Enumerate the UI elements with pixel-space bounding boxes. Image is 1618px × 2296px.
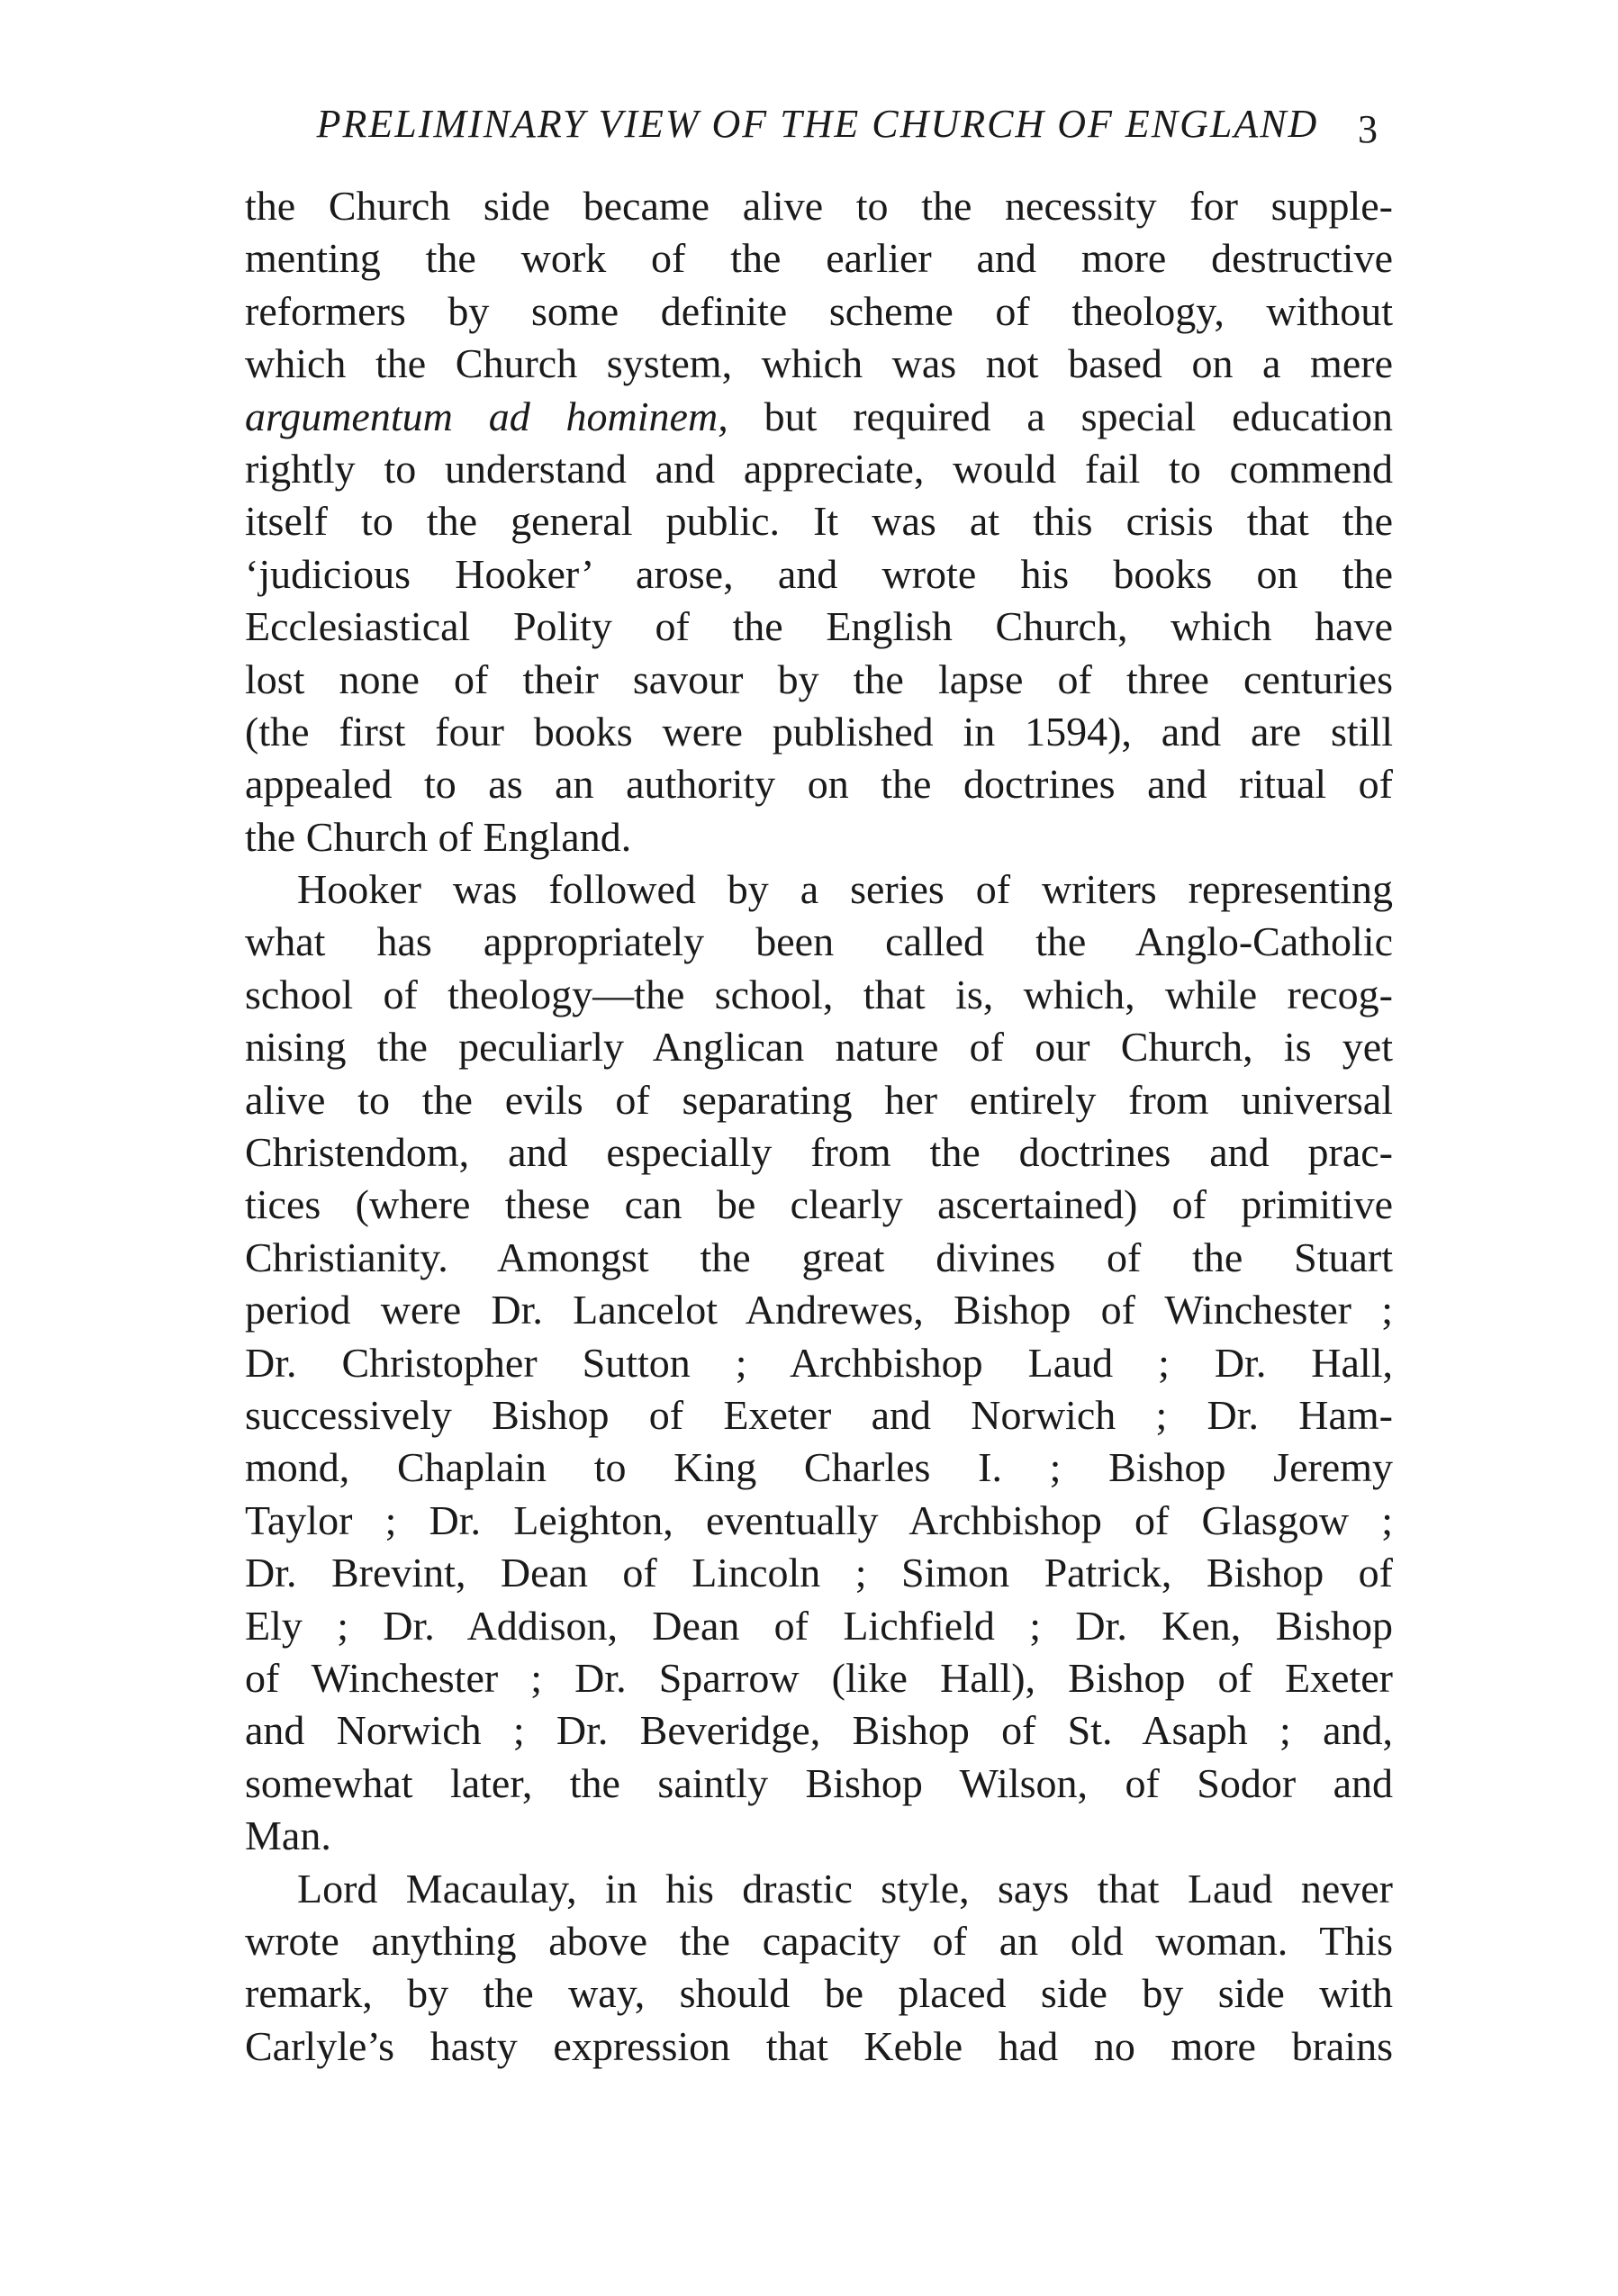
- text-line: Taylor ; Dr. Leighton, eventually Archbishop of Glasgow ;: [245, 1496, 1393, 1543]
- text-line: what has appropriately been called the Anglo-Catholic: [245, 918, 1393, 965]
- text-line: Ecclesiastical Polity of the English Church, which have: [245, 603, 1393, 650]
- text-line: Lord Macaulay, in his drastic style, says that Laud never: [297, 1865, 1393, 1912]
- text-line: mond, Chaplain to King Charles I. ; Bishop Jeremy: [245, 1444, 1393, 1491]
- text-line: Dr. Christopher Sutton ; Archbishop Laud ; Dr. Hall,: [245, 1339, 1393, 1386]
- text-line: and Norwich ; Dr. Beveridge, Bishop of St. Asaph ; and,: [245, 1707, 1393, 1754]
- text-line: Man.: [245, 1812, 331, 1859]
- text-line: somewhat later, the saintly Bishop Wilson, of Sodor and: [245, 1759, 1393, 1806]
- text-line: appealed to as an authority on the doctrines and ritual of: [245, 761, 1393, 808]
- text-line: the Church of England.: [245, 813, 632, 860]
- text-line: period were Dr. Lancelot Andrewes, Bishop of Winchester ;: [245, 1287, 1393, 1333]
- text-line: Christianity. Amongst the great divines of the Stuart: [245, 1234, 1393, 1280]
- text-line: the Church side became alive to the necessity for supple-: [245, 183, 1393, 229]
- text-line: lost none of their savour by the lapse of three centuries: [245, 655, 1393, 702]
- text-line: reformers by some definite scheme of theology, without: [245, 287, 1393, 334]
- text-line: nising the peculiarly Anglican nature of our Church, is yet: [245, 1024, 1393, 1071]
- text-line: ‘judicious Hooker’ arose, and wrote his books on the: [245, 550, 1393, 597]
- text-line: which the Church system, which was not based on a mere: [245, 340, 1393, 387]
- text-line: tices (where these can be clearly ascertained) of primitive: [245, 1181, 1393, 1228]
- text-line: Ely ; Dr. Addison, Dean of Lichfield ; Dr. Ken, Bishop: [245, 1602, 1393, 1649]
- text-line: itself to the general public. It was at this crisis that the: [245, 498, 1393, 545]
- text-line: (the first four books were published in 1594), and are still: [245, 708, 1393, 755]
- text-line: alive to the evils of separating her entirely from universal: [245, 1076, 1393, 1123]
- running-head: PRELIMINARY VIEW OF THE CHURCH OF ENGLAND: [316, 102, 1319, 146]
- text-line: [245, 391, 1393, 443]
- text-span: but required a special education: [728, 393, 1393, 439]
- text-line: Carlyle’s hasty expression that Keble had no more brains: [245, 2022, 1393, 2069]
- text-line: school of theology—the school, that is, which, while recog-: [245, 971, 1393, 1017]
- text-line: remark, by the way, should be placed side by side with: [245, 1970, 1393, 2017]
- text-line: rightly to understand and appreciate, would fail to commend: [245, 445, 1393, 492]
- text-line: Christendom, and especially from the doctrines and prac-: [245, 1129, 1393, 1176]
- text-line: successively Bishop of Exeter and Norwich ; Dr. Ham-: [245, 1391, 1393, 1438]
- text-line: of Winchester ; Dr. Sparrow (like Hall), Bishop of Exeter: [245, 1654, 1393, 1701]
- text-line: Dr. Brevint, Dean of Lincoln ; Simon Patrick, Bishop of: [245, 1550, 1393, 1596]
- page-number: 3: [1358, 107, 1378, 151]
- latin-phrase: argumentum ad hominem,: [245, 393, 728, 439]
- text-line: menting the work of the earlier and more destructive: [245, 235, 1393, 282]
- text-line: wrote anything above the capacity of an old woman. This: [245, 1917, 1393, 1964]
- text-line: Hooker was followed by a series of writers representing: [297, 866, 1393, 913]
- body-text: [245, 180, 1393, 2073]
